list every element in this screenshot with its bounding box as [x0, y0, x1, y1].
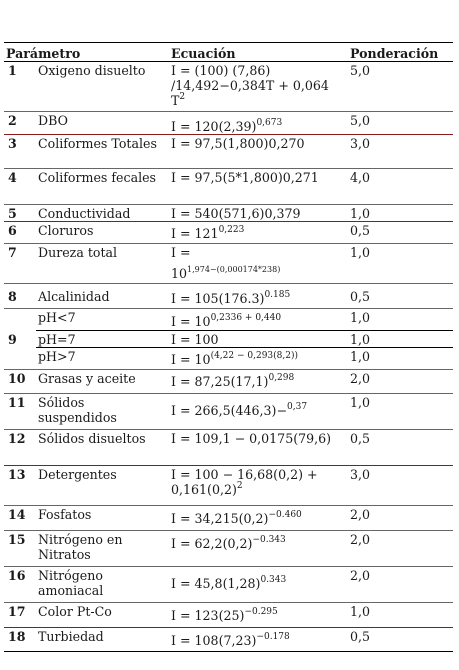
table-row [4, 135, 453, 169]
row-number: 4 [4, 169, 36, 205]
weight-value: 1,0 [348, 309, 453, 331]
table-row [4, 169, 453, 205]
header-row [4, 43, 453, 62]
parameter-name: Detergentes [36, 466, 169, 506]
parameter-name: Nitrógeno en Nitratos [36, 531, 169, 567]
row-number: 13 [4, 466, 36, 506]
equation: $I = 105(176.3)^{0.185}$ [169, 284, 348, 309]
parameter-name: pH<7 [36, 309, 169, 331]
parameter-table [4, 42, 453, 652]
equation: $I = 120(2,39)^{0,673}$ [169, 112, 348, 135]
weight-value: 1,0 [348, 205, 453, 222]
parameter-name: Coliformes Totales [36, 135, 169, 169]
parameter-name: Coliformes fecales [36, 169, 169, 205]
equation: $I = 87,25(17,1)^{0,298}$ [169, 370, 348, 394]
weight-value: 0,5 [348, 628, 453, 652]
row-number: 7 [4, 244, 36, 284]
row-number: 5 [4, 205, 36, 222]
table-row [4, 222, 453, 244]
weight-value: 4,0 [348, 169, 453, 205]
row-number: 11 [4, 394, 36, 430]
row-number: 18 [4, 628, 36, 652]
weight-value: 1,0 [348, 348, 453, 370]
equation: I = 100 [169, 331, 348, 348]
header-ponderacion: Ponderación [348, 43, 453, 62]
equation: I = 109,1 − 0,0175(79,6) [169, 430, 348, 466]
parameter-name: Nitrógeno amoniacal [36, 567, 169, 603]
equation: $I = 10^{(4,22 - 0,293(8,2))}$ [169, 348, 348, 370]
row-number: 14 [4, 506, 36, 531]
table-row [4, 370, 453, 394]
parameter-name: Turbiedad [36, 628, 169, 652]
table-row [4, 567, 453, 603]
weight-value: 1,0 [348, 244, 453, 284]
weight-value: 3,0 [348, 135, 453, 169]
table-row [4, 331, 453, 348]
weight-value: 1,0 [348, 394, 453, 430]
table-row [4, 112, 453, 135]
weight-value: 2,0 [348, 531, 453, 567]
row-number: 3 [4, 135, 36, 169]
weight-value: 0,5 [348, 222, 453, 244]
row-number: 2 [4, 112, 36, 135]
parameter-name: Sólidos disueltos [36, 430, 169, 466]
parameter-name: Sólidos suspendidos [36, 394, 169, 430]
equation: I = $10^{1,974-(0,000174*238)}$ [169, 244, 348, 284]
weight-value: 2,0 [348, 506, 453, 531]
row-number: 8 [4, 284, 36, 309]
weight-value: 5,0 [348, 112, 453, 135]
row-number: 9 [4, 309, 36, 370]
table-row [4, 62, 453, 112]
row-number: 10 [4, 370, 36, 394]
weight-value: 3,0 [348, 466, 453, 506]
equation: I = (100) (7,86) /14,492−0,384T + 0,064 $T^2$ [169, 62, 348, 112]
table-row [4, 430, 453, 466]
equation: I = 97,5(5*1,800)0,271 [169, 169, 348, 205]
parameter-name: Alcalinidad [36, 284, 169, 309]
table-row [4, 506, 453, 531]
row-number: 6 [4, 222, 36, 244]
equation: $I = 123(25)^{-0.295}$ [169, 603, 348, 628]
parameter-name: Grasas y aceite [36, 370, 169, 394]
parameter-name: Fosfatos [36, 506, 169, 531]
weight-value: 5,0 [348, 62, 453, 112]
equation: $I = 108(7,23)^{-0.178}$ [169, 628, 348, 652]
equation: $I = 45,8(1,28)^{0.343}$ [169, 567, 348, 603]
table-row [4, 603, 453, 628]
parameter-name: Oxigeno disuelto [36, 62, 169, 112]
row-number: 15 [4, 531, 36, 567]
equation: I = 97,5(1,800)0,270 [169, 135, 348, 169]
header-parametro: Parámetro [4, 43, 169, 62]
equation: I = 540(571,6)0,379 [169, 205, 348, 222]
equation: $I = 62,2(0,2)^{-0.343}$ [169, 531, 348, 567]
weight-value: 2,0 [348, 370, 453, 394]
weight-value: 2,0 [348, 567, 453, 603]
table-row [4, 348, 453, 370]
row-number: 12 [4, 430, 36, 466]
table-row [4, 284, 453, 309]
weight-value: 0,5 [348, 284, 453, 309]
row-number: 1 [4, 62, 36, 112]
equation: $I = 121^{0,223}$ [169, 222, 348, 244]
table-row [4, 244, 453, 284]
table-row [4, 531, 453, 567]
parameter-name: Color Pt-Co [36, 603, 169, 628]
parameter-name: pH=7 [36, 331, 169, 348]
table-row [4, 628, 453, 652]
table-row [4, 205, 453, 222]
parameter-name: Dureza total [36, 244, 169, 284]
equation: $I = 100 - 16,68(0,2) + 0,161(0,2)^2$ [169, 466, 348, 506]
header-ecuacion: Ecuación [169, 43, 348, 62]
weight-value: 1,0 [348, 331, 453, 348]
weight-value: 0,5 [348, 430, 453, 466]
table-row [4, 466, 453, 506]
parameter-name: DBO [36, 112, 169, 135]
row-number: 16 [4, 567, 36, 603]
table-row [4, 309, 453, 331]
equation: I = 266,5(446,3)−$^{0,37}$ [169, 394, 348, 430]
parameter-name: Conductividad [36, 205, 169, 222]
equation: $I = 10^{0,2336 + 0,440}$ [169, 309, 348, 331]
parameter-name: pH>7 [36, 348, 169, 370]
weight-value: 1,0 [348, 603, 453, 628]
row-number: 17 [4, 603, 36, 628]
table-row [4, 394, 453, 430]
parameter-name: Cloruros [36, 222, 169, 244]
equation: $I = 34,215(0,2)^{-0.460}$ [169, 506, 348, 531]
